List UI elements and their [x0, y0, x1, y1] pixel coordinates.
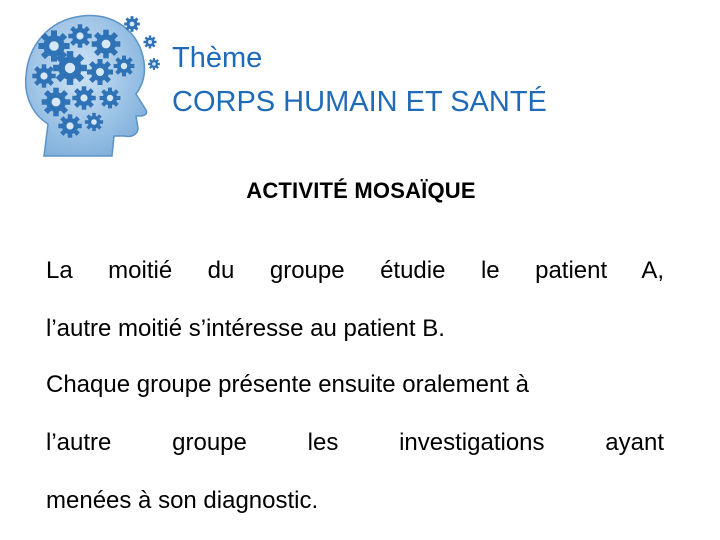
brain-gears-head-icon: [14, 6, 164, 158]
paragraph-2-line-1: Chaque groupe présente ensuite oralement à: [46, 371, 529, 398]
paragraph-1-line-2: l’autre moitié s’intéresse au patient B.: [46, 315, 445, 342]
paragraph-2-line-3: menées à son diagnostic.: [46, 487, 319, 514]
theme-name: CORPS HUMAIN ET SANTÉ: [172, 86, 547, 118]
theme-title: [172, 36, 547, 124]
paragraph-2-line-2: l’autre groupe les investigations ayant: [46, 429, 664, 456]
paragraph-2: [46, 356, 664, 530]
paragraph-1-line-1: La moitié du groupe étudie le patient A,: [46, 257, 664, 284]
activity-title: ACTIVITÉ MOSAÏQUE: [246, 178, 476, 203]
paragraph-1: [46, 242, 664, 358]
theme-label: Thème: [172, 42, 263, 74]
